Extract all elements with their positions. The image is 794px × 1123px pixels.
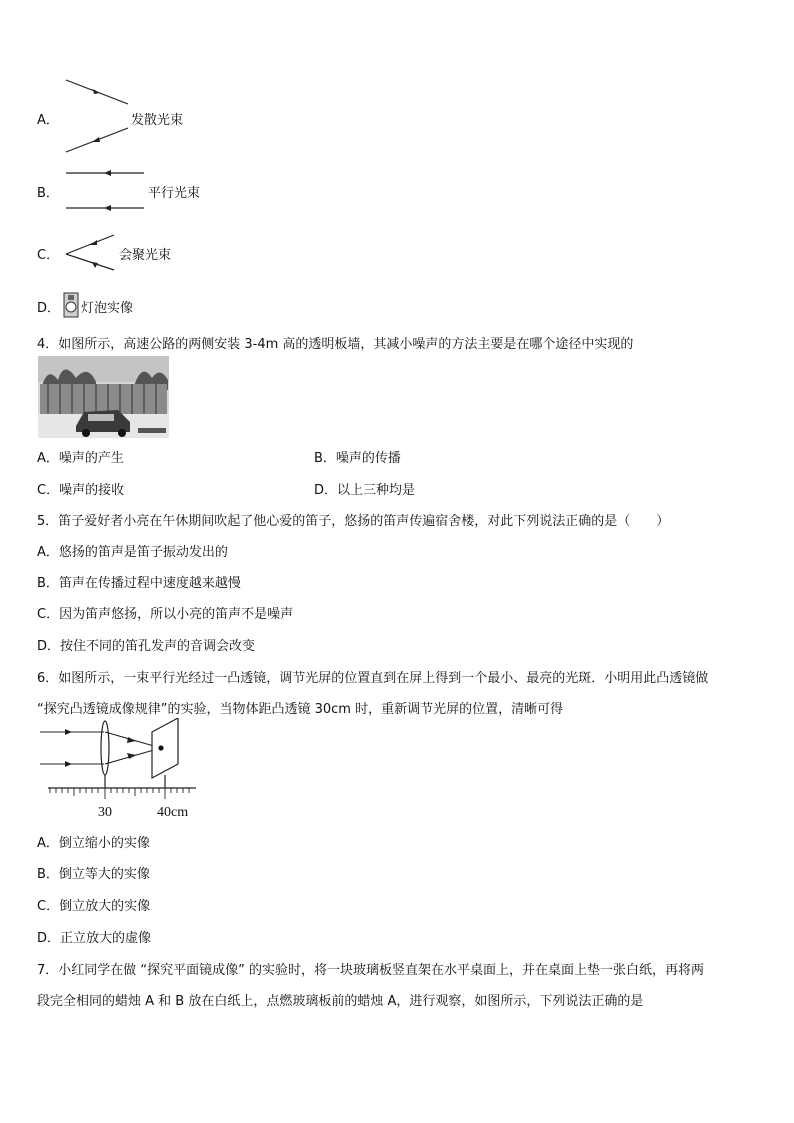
q6-option-a: A．倒立缩小的实像 [37, 836, 150, 851]
q3-option-b-caption: 平行光束 [148, 186, 201, 201]
option-letter: D． [37, 301, 61, 316]
q3-option-a [37, 109, 59, 128]
q3-option-b [37, 182, 59, 201]
q3-option-d-caption: 灯泡实像 [81, 301, 134, 316]
q4-option-c: C．噪声的接收 [37, 483, 125, 498]
q7-stem-line2: 段完全相同的蜡烛 A 和 B 放在白纸上，点燃玻璃板前的蜡烛 A，进行观察，如图所示，下列说法正确的是 [37, 994, 644, 1009]
ruler-label-30: 30 [98, 805, 112, 820]
q5-stem: 5．笛子爱好者小亮在午休期间吹起了他心爱的笛子，悠扬的笛声传遍宿舍楼，对此下列说法正确的是（ ） [37, 514, 670, 529]
option-letter: B． [37, 186, 59, 201]
ruler-label-40cm: 40cm [157, 805, 189, 820]
q5-option-b: B．笛声在传播过程中速度越来越慢 [37, 576, 241, 591]
q4-stem: 4．如图所示，高速公路的两侧安装 3-4m 高的透明板墙，其减小噪声的方法主要是在哪个途径中实现的 [37, 337, 634, 352]
parallel-beam-figure [62, 166, 148, 216]
q5-option-a: A．悠扬的笛声是笛子振动发出的 [37, 545, 228, 560]
q3-option-d [37, 297, 60, 316]
q6-option-b: B．倒立等大的实像 [37, 867, 150, 882]
q4-option-a: A．噪声的产生 [37, 451, 124, 466]
q7-stem-line1: 7．小红同学在做 “探究平面镜成像” 的实验时，将一块玻璃板竖直架在水平桌面上，并在桌面上垫一张白纸，再将两 [37, 963, 705, 978]
q5-option-d: D．按住不同的笛孔发声的音调会改变 [37, 639, 256, 654]
q3-option-a-caption: 发散光束 [131, 113, 184, 128]
q3-option-c-caption: 会聚光束 [119, 248, 172, 263]
highway-photo [38, 356, 169, 438]
q4-option-d: D．以上三种均是 [314, 483, 416, 498]
convex-lens-figure [38, 718, 198, 824]
bulb-image-icon [63, 292, 79, 318]
divergent-beam-figure [60, 78, 140, 158]
q6-option-c: C．倒立放大的实像 [37, 899, 151, 914]
convergent-beam-figure [60, 232, 120, 274]
q6-option-d: D．正立放大的虚像 [37, 931, 152, 946]
q5-option-c: C．因为笛声悠扬，所以小亮的笛声不是噪声 [37, 607, 294, 622]
option-letter: C． [37, 248, 60, 263]
q6-stem-line1: 6．如图所示，一束平行光经过一凸透镜，调节光屏的位置直到在屏上得到一个最小、最亮的光斑．小明用此凸透镜做 [37, 671, 709, 686]
q4-option-b: B．噪声的传播 [314, 451, 401, 466]
option-letter: A． [37, 113, 59, 128]
q6-stem-line2: “探究凸透镜成像规律”的实验，当物体距凸透镜 30cm 时，重新调节光屏的位置，清晰可得 [37, 702, 564, 717]
q3-option-c [37, 244, 59, 263]
